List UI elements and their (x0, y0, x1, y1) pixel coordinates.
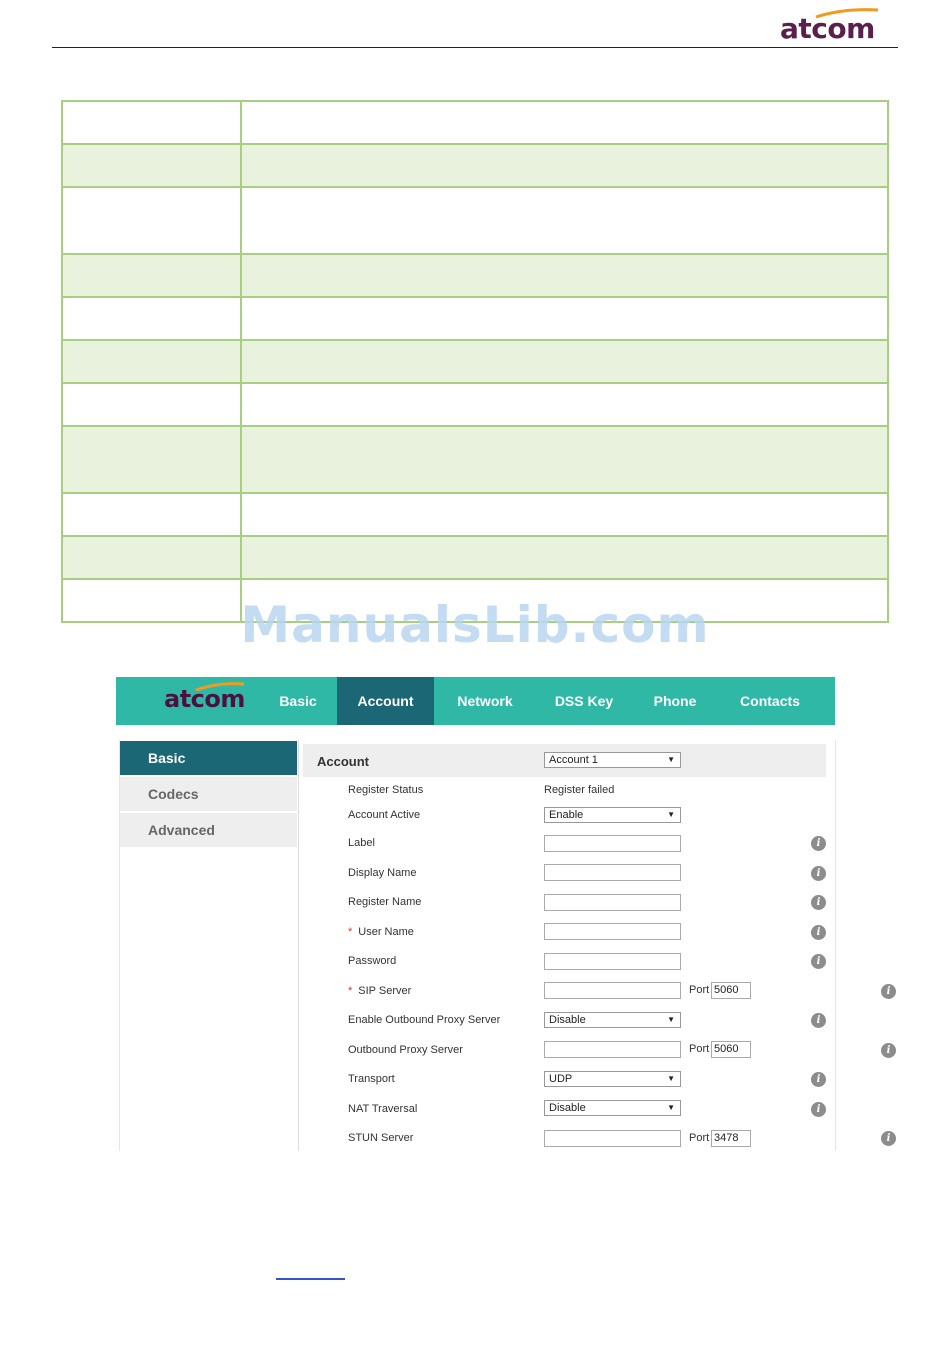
table-cell (62, 536, 241, 579)
chevron-down-icon: ▼ (667, 810, 675, 819)
table-row (62, 144, 888, 187)
top-navigation-bar (116, 677, 835, 725)
info-icon[interactable]: i (811, 866, 826, 881)
chevron-down-icon: ▼ (667, 1074, 675, 1083)
account-select-value: Account 1 (549, 754, 598, 766)
table-cell (241, 297, 888, 340)
table-row (62, 187, 888, 254)
nav-tab-account[interactable]: Account (337, 677, 434, 725)
nat-traversal-label: NAT Traversal (348, 1103, 418, 1115)
register-name-input[interactable] (544, 894, 681, 911)
header-divider (52, 47, 898, 48)
sidebar (119, 740, 299, 1151)
account-active-value: Enable (549, 809, 584, 821)
atcom-logo (780, 12, 875, 45)
table-cell (241, 340, 888, 383)
table-row (62, 536, 888, 579)
table-cell (241, 536, 888, 579)
info-icon[interactable]: i (811, 1013, 826, 1028)
sip-server-label-text: SIP Server (358, 985, 412, 997)
table-cell (241, 144, 888, 187)
watermark: ManualsLib.com (240, 596, 710, 654)
table-cell (62, 144, 241, 187)
logo-swoosh-icon (814, 8, 880, 18)
sip-server-label (348, 985, 411, 997)
label-input[interactable] (544, 835, 681, 852)
outbound-server-input[interactable] (544, 1041, 681, 1058)
stun-server-label: STUN Server (348, 1132, 414, 1144)
nat-traversal-value: Disable (549, 1102, 586, 1114)
register-status-value: Register failed (544, 784, 615, 796)
sip-port-input[interactable]: 5060 (711, 982, 751, 999)
table-cell (241, 101, 888, 144)
nav-tab-phone[interactable]: Phone (653, 693, 697, 709)
sidebar-item-basic[interactable]: Basic (120, 741, 297, 775)
sidebar-item-codecs[interactable]: Codecs (120, 777, 297, 811)
nav-tab-basic[interactable]: Basic (279, 693, 317, 709)
info-icon[interactable]: i (811, 836, 826, 851)
table-row (62, 340, 888, 383)
table-cell (241, 383, 888, 426)
table-row (62, 101, 888, 144)
account-active-label: Account Active (348, 809, 421, 821)
sip-port-label: Port (689, 984, 710, 996)
outbound-enable-value: Disable (549, 1014, 586, 1026)
account-settings-panel (298, 740, 891, 1151)
display-name-input[interactable] (544, 864, 681, 881)
transport-select[interactable] (544, 1071, 681, 1087)
table-cell (241, 426, 888, 493)
logo-swoosh-icon (194, 682, 246, 691)
table-cell (241, 493, 888, 536)
stun-port-input[interactable]: 3478 (711, 1130, 751, 1147)
transport-value: UDP (549, 1073, 573, 1085)
info-icon[interactable]: i (811, 895, 826, 910)
nav-tab-network[interactable]: Network (457, 693, 513, 709)
info-icon[interactable]: i (881, 1043, 896, 1058)
info-icon[interactable]: i (811, 1102, 826, 1117)
table-cell (62, 254, 241, 297)
table-row (62, 493, 888, 536)
outbound-port-input[interactable]: 5060 (711, 1041, 751, 1058)
display-name-label: Display Name (348, 867, 417, 879)
stun-server-input[interactable] (544, 1130, 681, 1147)
table-cell (241, 254, 888, 297)
info-icon[interactable]: i (881, 984, 896, 999)
account-header (303, 744, 826, 777)
table-cell (62, 383, 241, 426)
required-marker: * (348, 985, 353, 997)
user-name-label-text: User Name (358, 926, 414, 938)
sip-server-input[interactable] (544, 982, 681, 999)
info-icon[interactable]: i (881, 1131, 896, 1146)
info-icon[interactable]: i (811, 1072, 826, 1087)
sidebar-item-advanced[interactable]: Advanced (120, 813, 297, 847)
info-icon[interactable]: i (811, 954, 826, 969)
phone-web-ui-screenshot (116, 677, 891, 1151)
table-row (62, 383, 888, 426)
account-title: Account (317, 754, 369, 769)
chevron-down-icon: ▼ (667, 1103, 675, 1112)
password-label: Password (348, 955, 397, 967)
required-marker: * (348, 926, 353, 938)
label-field-label: Label (348, 837, 375, 849)
stun-port-label: Port (689, 1132, 710, 1144)
outbound-port-label: Port (689, 1043, 710, 1055)
outbound-server-label: Outbound Proxy Server (348, 1044, 463, 1056)
nav-tab-contacts[interactable]: Contacts (740, 693, 800, 709)
info-icon[interactable]: i (811, 925, 826, 940)
table-cell (62, 101, 241, 144)
outbound-enable-label: Enable Outbound Proxy Server (348, 1014, 501, 1026)
table-row (62, 254, 888, 297)
table-cell (62, 297, 241, 340)
chevron-down-icon: ▼ (667, 755, 675, 764)
user-name-input[interactable] (544, 923, 681, 940)
hyperlink-underline[interactable] (276, 1278, 345, 1280)
table-cell (62, 187, 241, 254)
parameter-table (61, 100, 889, 623)
logo-text: atcom (164, 685, 245, 713)
table-cell (62, 493, 241, 536)
account-active-select[interactable] (544, 807, 681, 823)
register-status-label: Register Status (348, 784, 424, 796)
outbound-enable-select[interactable] (544, 1012, 681, 1028)
table-row (62, 297, 888, 340)
password-input[interactable] (544, 953, 681, 970)
register-name-label: Register Name (348, 896, 422, 908)
nav-tab-dss-key[interactable]: DSS Key (554, 693, 614, 709)
nat-traversal-select[interactable] (544, 1100, 681, 1116)
table-cell (62, 426, 241, 493)
account-select[interactable] (544, 752, 681, 768)
table-cell (62, 340, 241, 383)
table-row (62, 426, 888, 493)
atcom-nav-logo (164, 685, 245, 713)
table-cell (241, 187, 888, 254)
chevron-down-icon: ▼ (667, 1015, 675, 1024)
user-name-label (348, 926, 414, 938)
logo-text: atcom (780, 12, 875, 45)
transport-label: Transport (348, 1073, 395, 1085)
